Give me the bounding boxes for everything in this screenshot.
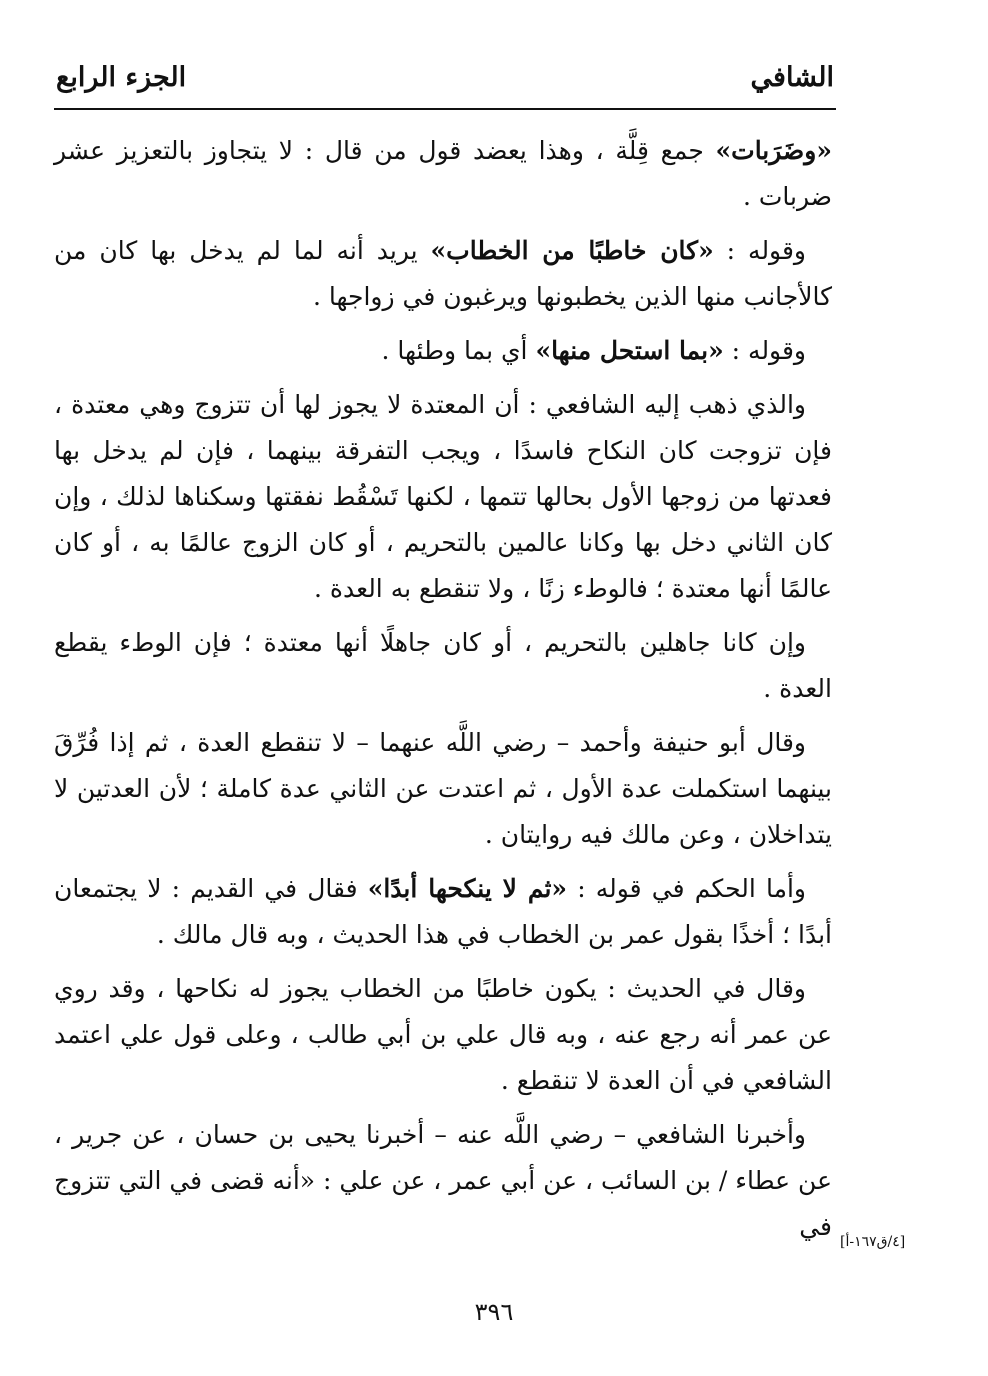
text-run: وأما الحكم في قوله : — [567, 874, 806, 903]
text-run: أي بما وطئها . — [381, 336, 536, 365]
text-run: وقوله : — [713, 236, 806, 265]
paragraph — [54, 620, 832, 712]
quoted-phrase: «بما استحل منها» — [535, 336, 724, 365]
text-run: وأخبرنا الشافعي – رضي اللَّه عنه – أخبرنا يحيى بن حسان ، عن جرير ، عن عطاء / بن السائب ، عن أبي عمر ، عن علي : «أنه قضى في التي تتزوج في — [54, 1120, 832, 1241]
paragraph — [54, 228, 832, 320]
margin-reference: [٤/ق١٦٧-أ] — [840, 1234, 906, 1250]
main-text — [54, 128, 832, 1258]
paragraph — [54, 128, 832, 220]
paragraph — [54, 966, 832, 1104]
paragraph — [54, 328, 832, 374]
text-run: وقال أبو حنيفة وأحمد – رضي اللَّه عنهما – لا تنقطع العدة ، ثم إذا فُرِّقَ بينهما استكملت عدة الأول ، ثم اعتدت عن الثاني عدة كاملة ؛ لأن العدتين لا يتداخلان ، وعن مالك فيه روايتان . — [54, 728, 832, 849]
paragraph — [54, 1112, 832, 1250]
volume-label: الجزء الرابع — [56, 62, 187, 93]
quoted-phrase: «كان خاطبًا من الخطاب» — [430, 236, 714, 265]
paragraph — [54, 720, 832, 858]
page-number: ٣٩٦ — [474, 1298, 514, 1326]
paragraph — [54, 866, 832, 958]
page-header — [56, 56, 834, 98]
text-run: يريد أنه لما لم يدخل بها كان من كالأجانب منها الذين يخطبونها ويرغبون في زواجها . — [54, 236, 832, 311]
quoted-phrase: «ثم لا ينكحها أبدًا» — [367, 874, 568, 903]
paragraph — [54, 382, 832, 612]
quoted-phrase: «وضَرَبات» — [715, 136, 832, 165]
header-rule — [54, 108, 836, 110]
text-run: وقال في الحديث : يكون خاطبًا من الخطاب يجوز له نكاحها ، وقد روي عن عمر أنه رجع عنه ، وبه قال علي بن أبي طالب ، وعلى قول علي اعتمد الشافعي في أن العدة لا تنقطع . — [54, 974, 832, 1095]
text-run: وإن كانا جاهلين بالتحريم ، أو كان جاهلًا أنها معتدة ؛ فإن الوطء يقطع العدة . — [54, 628, 832, 703]
book-title: الشافي — [750, 62, 834, 93]
text-run: وقوله : — [723, 336, 806, 365]
text-run: جمع قِلَّة ، وهذا يعضد قول من قال : لا يتجاوز بالتعزيز عشر ضربات . — [54, 136, 832, 211]
text-run: والذي ذهب إليه الشافعي : أن المعتدة لا يجوز لها أن تتزوج وهي معتدة ، فإن تزوجت كان النكاح فاسدًا ، ويجب التفرقة بينهما ، فإن لم يدخل بها فعدتها من زوجها الأول بحالها تتمها ، لكنها تَسْقُط نفقتها وسكناها لذلك ، وإن كان الثاني دخل بها وكانا عالمين بالتحريم ، أو كان الزوج عالمًا به ، أو كان عالمًا أنها معتدة ؛ فالوطء زنًا ، ولا تنقطع به العدة . — [54, 390, 832, 603]
text-run: فقال في القديم : لا يجتمعان أبدًا ؛ أخذًا بقول عمر بن الخطاب في هذا الحديث ، وبه قال مالك . — [54, 874, 832, 949]
